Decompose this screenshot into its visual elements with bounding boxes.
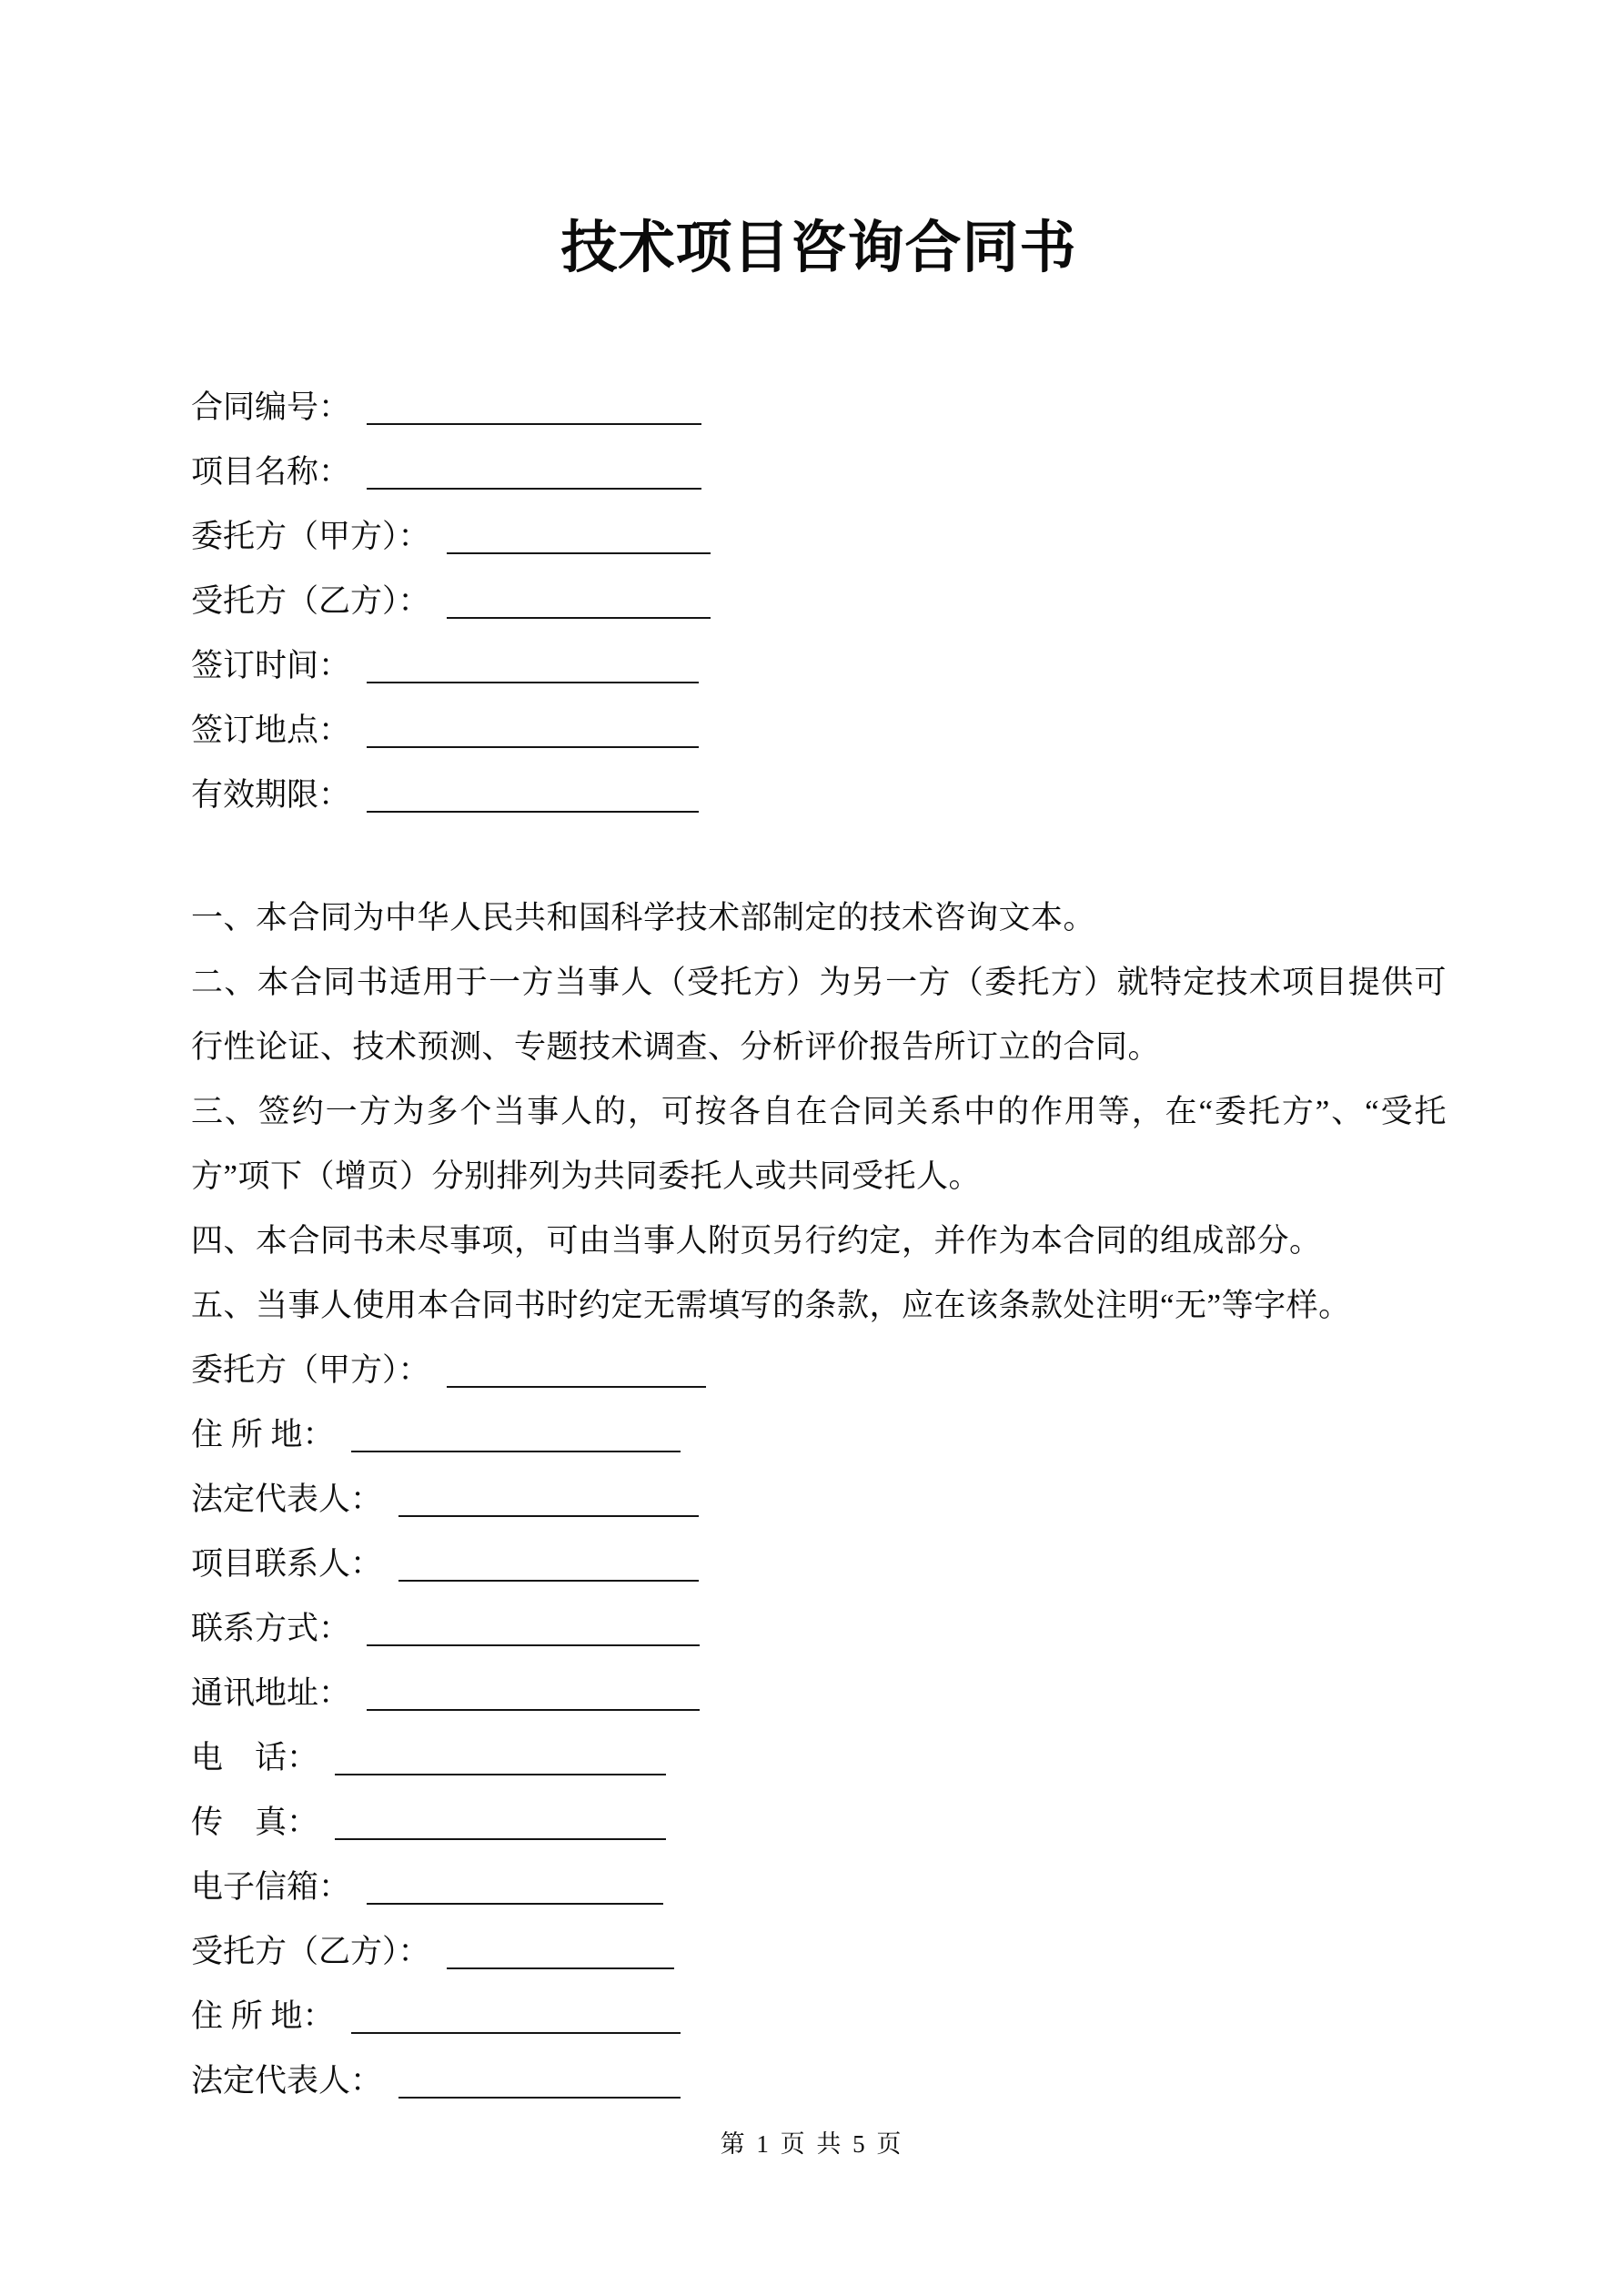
- fill-in-line: [447, 514, 711, 554]
- field-party-a-mailing-address: [191, 1661, 1447, 1725]
- field-party-b-address: [191, 1984, 1447, 2048]
- fill-in-line: [367, 773, 699, 813]
- fill-in-line: [398, 2058, 681, 2099]
- field-label: 电子信箱：: [191, 1869, 351, 1905]
- field-party-b-legal-representative: [191, 2048, 1447, 2113]
- party-fields-section: [191, 1338, 1447, 2113]
- fill-in-line: [398, 1542, 699, 1582]
- fill-in-line: [367, 450, 701, 490]
- field-party-a-contact-method: [191, 1596, 1447, 1661]
- field-label: 受托方（乙方）：: [191, 583, 430, 619]
- field-party-a-phone: [191, 1725, 1447, 1790]
- field-party-a-email: [191, 1855, 1447, 1919]
- field-party-a-fax: [191, 1790, 1447, 1855]
- page-content: [0, 209, 1624, 2113]
- header-fields-section: [191, 375, 1447, 827]
- preamble-clause-1: 一、本合同为中华人民共和国科学技术部制定的技术咨询文本。: [191, 900, 1096, 936]
- page-footer: [0, 2124, 1624, 2159]
- field-label: 受托方（乙方）：: [191, 1934, 430, 1969]
- field-signing-place: [191, 698, 1447, 763]
- field-label: 委托方（甲方）：: [191, 1352, 430, 1388]
- fill-in-line: [367, 1606, 700, 1646]
- fill-in-line: [367, 1671, 700, 1711]
- field-label: 法定代表人：: [191, 2063, 383, 2099]
- field-label: 委托方（甲方）：: [191, 519, 430, 554]
- field-label: 传 真：: [191, 1805, 319, 1840]
- fill-in-line: [367, 708, 699, 748]
- field-party-a-project-contact: [191, 1532, 1447, 1596]
- field-party-a-legal-representative: [191, 1467, 1447, 1532]
- fill-in-line: [351, 1412, 681, 1452]
- field-signing-date: [191, 633, 1447, 698]
- field-label: 联系方式：: [191, 1611, 351, 1646]
- field-label: 住 所 地：: [191, 1417, 335, 1452]
- field-label: 签订地点：: [191, 713, 351, 748]
- field-label: 有效期限：: [191, 777, 351, 813]
- field-party-a-address: [191, 1402, 1447, 1467]
- field-trustee-party-b: [191, 569, 1447, 633]
- fill-in-line: [367, 1865, 663, 1905]
- field-contract-number: [191, 375, 1447, 440]
- fill-in-line: [447, 1929, 674, 1969]
- page-number-text: 第 1 页 共 5 页: [720, 2130, 904, 2158]
- field-project-name: [191, 440, 1447, 504]
- document-title: 技术项目咨询合同书: [560, 217, 1077, 279]
- fill-in-line: [447, 1348, 706, 1388]
- fill-in-line: [447, 579, 711, 619]
- field-label: 合同编号：: [191, 389, 351, 425]
- field-party-b: [191, 1919, 1447, 1984]
- field-label: 项目名称：: [191, 454, 351, 490]
- field-label: 签订时间：: [191, 648, 351, 683]
- field-label: 法定代表人：: [191, 1482, 383, 1517]
- fill-in-line: [398, 1477, 699, 1517]
- preamble-clause-4: 四、本合同书未尽事项，可由当事人附页另行约定，并作为本合同的组成部分。: [191, 1223, 1322, 1259]
- fill-in-line: [335, 1800, 666, 1840]
- fill-in-line: [367, 385, 701, 425]
- field-label: 项目联系人：: [191, 1546, 383, 1582]
- field-label: 住 所 地：: [191, 1998, 335, 2034]
- field-label: 通讯地址：: [191, 1675, 351, 1711]
- preamble-clauses-section: [191, 885, 1447, 1338]
- preamble-clause-5: 五、当事人使用本合同书时约定无需填写的条款，应在该条款处注明“无”等字样。: [191, 1288, 1351, 1323]
- fill-in-line: [335, 1735, 666, 1775]
- field-label: 电 话：: [191, 1740, 319, 1775]
- preamble-clause-3: 三、签约一方为多个当事人的，可按各自在合同关系中的作用等，在“委托方”、“受托方”项下（增页）分别排列为共同委托人或共同受托人。: [191, 1094, 1447, 1194]
- fill-in-line: [351, 1994, 681, 2034]
- field-client-party-a: [191, 504, 1447, 569]
- field-validity-period: [191, 763, 1447, 827]
- field-party-a: [191, 1338, 1447, 1402]
- preamble-clause-2: 二、本合同书适用于一方当事人（受托方）为另一方（委托方）就特定技术项目提供可行性论证、技术预测、专题技术调查、分析评价报告所订立的合同。: [191, 965, 1447, 1065]
- fill-in-line: [367, 643, 699, 683]
